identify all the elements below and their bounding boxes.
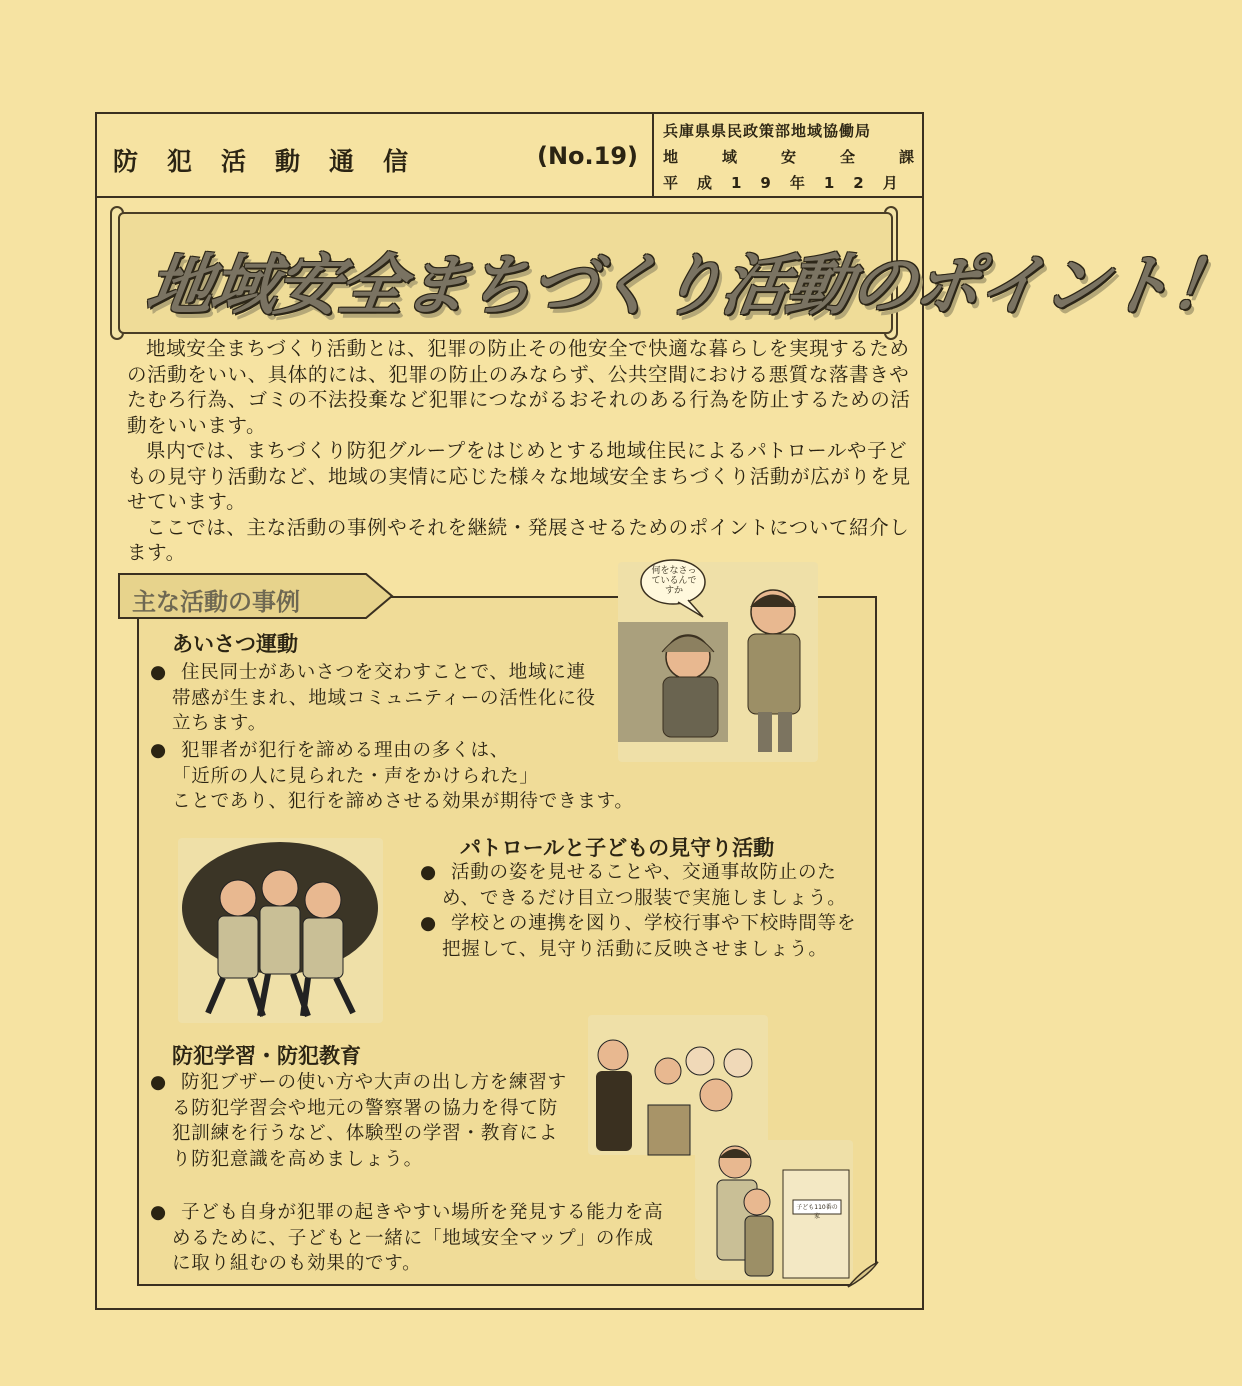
speech-bubble: 何をなさっているんですか [651, 566, 697, 596]
publisher-block [663, 118, 959, 196]
intro-paragraph-3: ここでは、主な活動の事例やそれを継続・発展させるためのポイントについて紹介します。 [127, 515, 910, 564]
map-sign: 子ども110番の家 [796, 1204, 838, 1220]
greeting-quote: 「近所の人に見られた・声をかけられた」 [172, 765, 539, 787]
greeting-bullet-1: ● 住民同士があいさつを交わすことで、地域に連帯感が生まれ、地域コミュニティーの活性化に役立ちます。 [150, 660, 598, 737]
patrol-bullet-1: ● 活動の姿を見せることや、交通事故防止のため、できるだけ目立つ服装で実施しましょう。 [420, 860, 866, 911]
header-divider [652, 112, 654, 196]
education-text-1 [150, 1070, 570, 1172]
section-tab [118, 573, 393, 619]
greeting-bullet-2: ● 犯罪者が犯行を諦める理由の多くは、 [150, 738, 710, 764]
education-heading: 防犯学習・防犯教育 [172, 1044, 361, 1068]
intro-paragraph-2: 県内では、まちづくり防犯グループをはじめとする地域住民によるパトロールや子どもの見守り活動など、地域の実情に応じた様々な地域安全まちづくり活動が広がりを見せています。 [127, 439, 911, 513]
publisher-division: 地域安全課 [663, 148, 959, 166]
banner-title: 地域安全まちづくり活動のポイント！ [141, 247, 1240, 324]
issue-number: (No.19) [537, 142, 639, 170]
newsletter-title: 防犯活動通信 [113, 147, 438, 176]
section-tab-label: 主な活動の事例 [132, 588, 300, 616]
classroom-illustration [588, 1015, 768, 1155]
education-bullet-2: ● 子ども自身が犯罪の起きやすい場所を発見する能力を高めるために、子どもと一緒に「地域安全マップ」の作成に取り組むのも効果的です。 [150, 1200, 670, 1277]
patrol-illustration [178, 838, 383, 1023]
header [95, 112, 959, 198]
patrol-heading: パトロールと子どもの見守り活動 [460, 836, 775, 860]
publisher-org: 兵庫県県民政策部地域協働局 [663, 122, 872, 140]
patrol-text [420, 860, 866, 962]
banner [118, 212, 1240, 334]
intro-paragraph-1: 地域安全まちづくり活動とは、犯罪の防止その他安全で快適な暮らしを実現するための活動をいい、具体的には、犯罪の防止のみならず、公共空間における悪質な落書きやたむろ行為、ゴミの不法投棄など犯罪につながるおそれのある行為を防止するための活動をいいます。 [127, 337, 911, 437]
greeting-text [150, 660, 598, 737]
intro-text [127, 336, 917, 566]
greeting-bullet-2-cont: ことであり、犯行を諦めさせる効果が期待できます。 [172, 791, 634, 812]
greeting-heading: あいさつ運動 [172, 632, 298, 656]
map-illustration [695, 1140, 853, 1280]
patrol-bullet-2: ● 学校との連携を図り、学校行事や下校時間等を把握して、見守り活動に反映させましょう。 [420, 911, 866, 962]
publish-date: 平成19年12月 [663, 174, 917, 192]
greeting-illustration [618, 562, 818, 762]
education-bullet-1: ● 防犯ブザーの使い方や大声の出し方を練習する防犯学習会や地元の警察署の協力を得て防犯訓練を行うなど、体験型の学習・教育により防犯意識を高めましょう。 [150, 1070, 570, 1172]
education-text-2 [150, 1200, 670, 1277]
